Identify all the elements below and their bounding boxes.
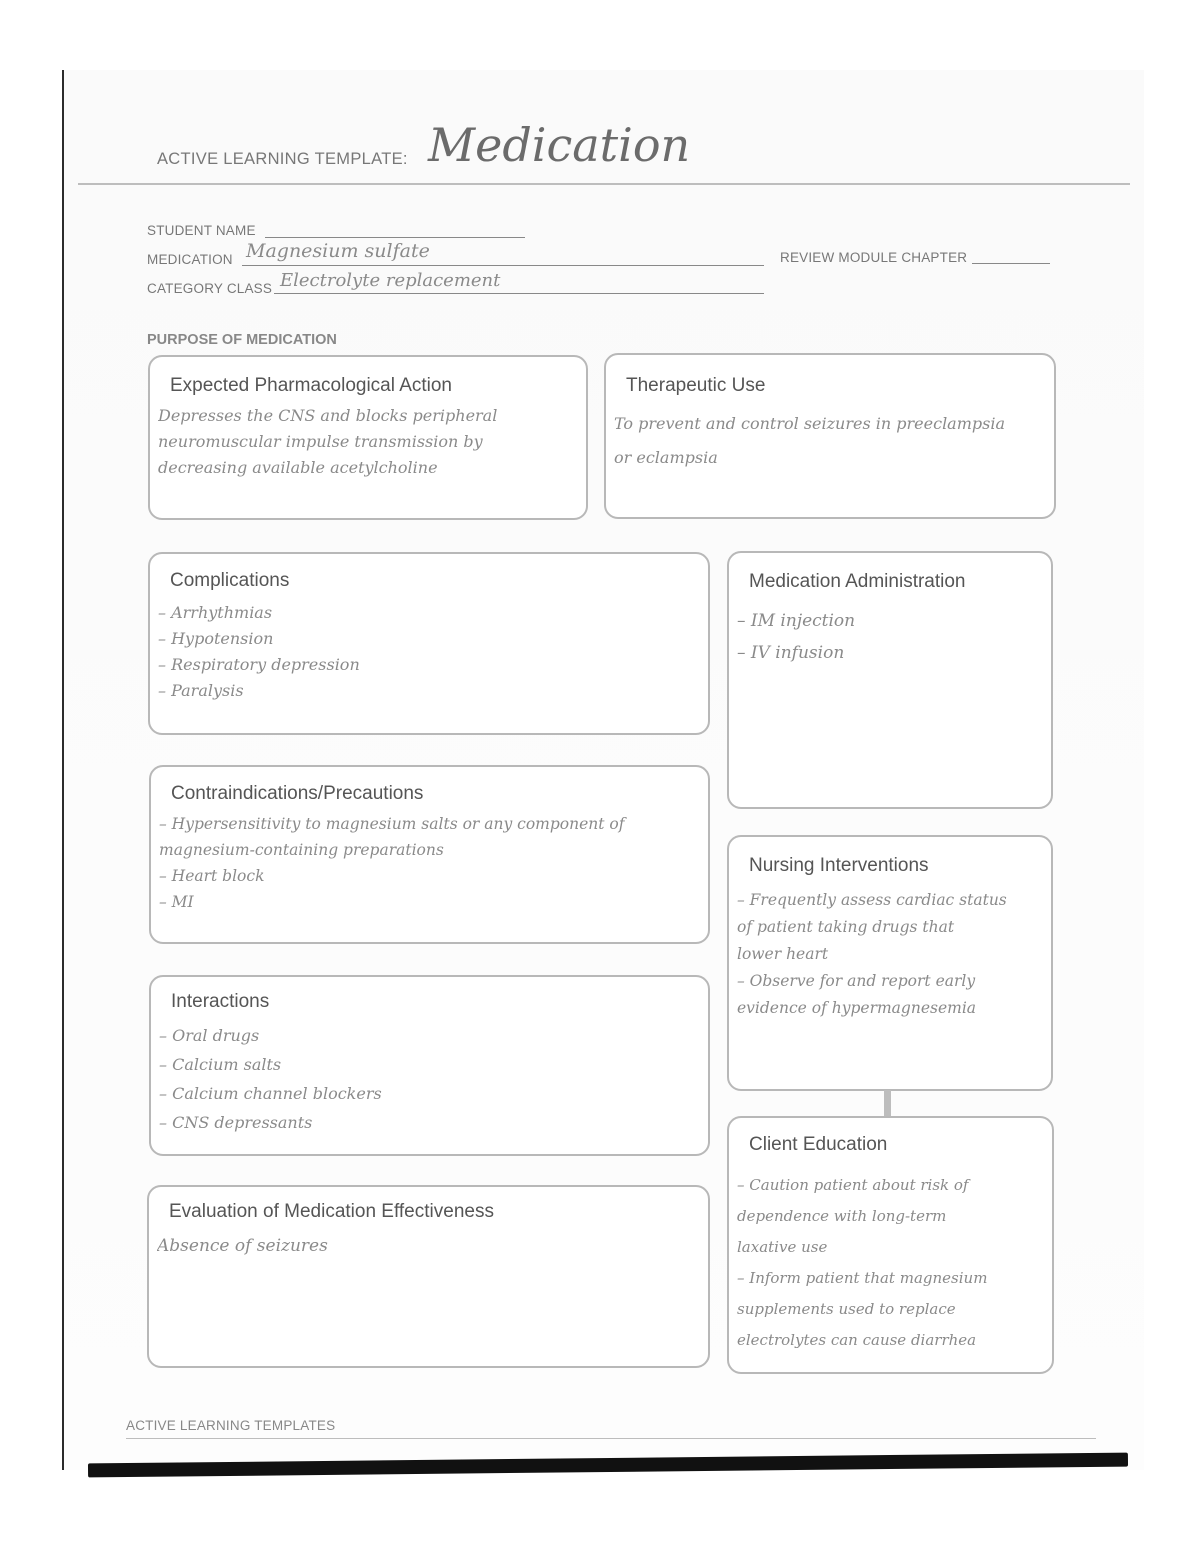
category-class-line xyxy=(274,293,764,294)
expected-action-line: decreasing available acetylcholine xyxy=(158,458,438,477)
box-connector xyxy=(884,1090,891,1118)
client-education-line: – Caution patient about risk of xyxy=(737,1176,969,1194)
contraindications-list xyxy=(159,811,700,915)
expected-action-line: neuromuscular impulse transmission by xyxy=(158,432,483,451)
client-education-line: laxative use xyxy=(737,1238,828,1256)
therapeutic-use-box xyxy=(604,353,1056,519)
evaluation-box xyxy=(147,1185,710,1368)
medication-value[interactable]: Magnesium sulfate xyxy=(246,240,430,262)
complications-title: Complications xyxy=(170,570,290,591)
review-module-label: REVIEW MODULE CHAPTER xyxy=(780,250,968,265)
nursing-intervention-line: evidence of hypermagnesemia xyxy=(737,999,977,1017)
medication-line xyxy=(242,265,764,266)
complications-box xyxy=(148,552,710,735)
client-education-box xyxy=(727,1116,1054,1374)
interaction-item: – CNS depressants xyxy=(159,1113,313,1132)
administration-box xyxy=(727,551,1053,809)
category-class-label: CATEGORY CLASS xyxy=(147,281,273,296)
evaluation-text xyxy=(157,1233,700,1259)
nursing-intervention-line: lower heart xyxy=(737,945,829,963)
client-education-list xyxy=(737,1170,1044,1356)
evaluation-title: Evaluation of Medication Effectiveness xyxy=(169,1201,494,1222)
expected-action-line: Depresses the CNS and blocks peripheral xyxy=(158,406,498,425)
administration-list xyxy=(737,605,1043,669)
contraindications-title: Contraindications/Precautions xyxy=(171,783,424,804)
nursing-interventions-list xyxy=(737,887,1043,1022)
interaction-item: – Oral drugs xyxy=(159,1026,260,1045)
student-name-label: STUDENT NAME xyxy=(147,223,256,238)
interactions-box xyxy=(149,975,710,1156)
contraindication-item: – Hypersensitivity to magnesium salts or any component of xyxy=(159,815,625,833)
medication-label: MEDICATION xyxy=(147,252,233,267)
administration-title: Medication Administration xyxy=(749,571,966,592)
nursing-intervention-line: – Frequently assess cardiac status xyxy=(737,891,1007,909)
complication-item: – Arrhythmias xyxy=(158,603,273,622)
nursing-interventions-title: Nursing Interventions xyxy=(749,855,929,876)
purpose-section-label: PURPOSE OF MEDICATION xyxy=(147,332,337,348)
expected-action-box xyxy=(148,355,588,520)
therapeutic-use-line: or eclampsia xyxy=(614,448,718,467)
complication-item: – Paralysis xyxy=(158,681,244,700)
client-education-line: electrolytes can cause diarrhea xyxy=(737,1331,977,1349)
category-class-value[interactable]: Electrolyte replacement xyxy=(280,270,501,291)
client-education-line: supplements used to replace xyxy=(737,1300,956,1318)
therapeutic-use-text xyxy=(614,407,1046,475)
contraindications-box xyxy=(149,765,710,944)
expected-action-text xyxy=(158,403,578,481)
header-prefix: ACTIVE LEARNING TEMPLATE: xyxy=(157,150,408,168)
review-module-line xyxy=(972,263,1050,264)
nursing-intervention-line: – Observe for and report early xyxy=(737,972,976,990)
evaluation-line: Absence of seizures xyxy=(157,1236,328,1256)
contraindication-item: – Heart block xyxy=(159,867,265,885)
nursing-intervention-line: of patient taking drugs that xyxy=(737,918,955,936)
complication-item: – Hypotension xyxy=(158,629,274,648)
interaction-item: – Calcium channel blockers xyxy=(159,1084,382,1103)
nursing-interventions-box xyxy=(727,835,1053,1091)
student-name-line xyxy=(265,237,525,238)
client-education-title: Client Education xyxy=(749,1134,888,1155)
administration-item: – IM injection xyxy=(737,611,856,631)
interactions-title: Interactions xyxy=(171,991,270,1012)
client-education-line: – Inform patient that magnesium xyxy=(737,1269,988,1287)
client-education-line: dependence with long-term xyxy=(737,1207,947,1225)
contraindication-item: magnesium-containing preparations xyxy=(159,841,444,859)
therapeutic-use-title: Therapeutic Use xyxy=(626,375,766,396)
therapeutic-use-line: To prevent and control seizures in preeclampsia xyxy=(614,414,1005,433)
header-divider xyxy=(78,183,1130,185)
interactions-list xyxy=(159,1021,700,1137)
complications-list xyxy=(158,600,700,704)
contraindication-item: – MI xyxy=(159,893,194,911)
administration-item: – IV infusion xyxy=(737,643,845,663)
expected-action-title: Expected Pharmacological Action xyxy=(170,375,452,396)
interaction-item: – Calcium salts xyxy=(159,1055,282,1074)
complication-item: – Respiratory depression xyxy=(158,655,360,674)
footer-label: ACTIVE LEARNING TEMPLATES xyxy=(126,1418,336,1433)
page-title: Medication xyxy=(428,118,691,172)
footer-divider xyxy=(126,1438,1096,1439)
